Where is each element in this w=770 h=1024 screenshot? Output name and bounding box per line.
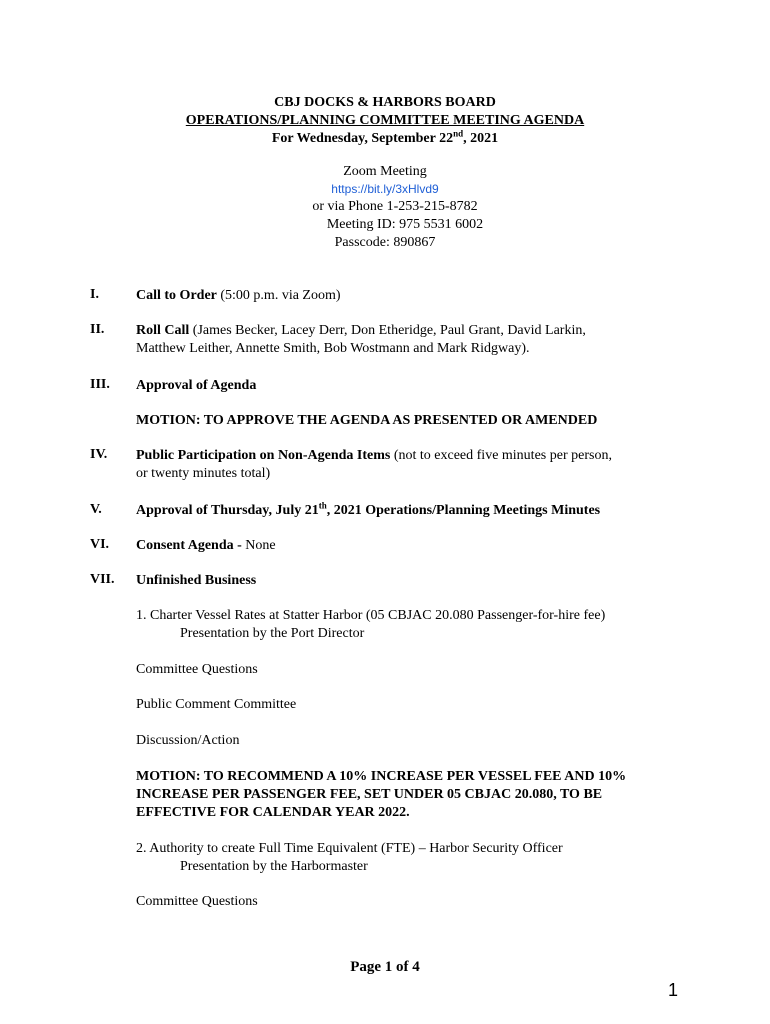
item-iii-number: III.	[90, 377, 110, 392]
zoom-label: Zoom Meeting	[343, 164, 427, 179]
item-ii-number: II.	[90, 322, 105, 337]
subitem-1-public-comment: Public Comment Committee	[136, 697, 297, 712]
item-v-title-post: , 2021 Operations/Planning Meetings Minutes	[326, 503, 601, 518]
item-i-number: I.	[90, 287, 99, 302]
item-vii-number: VII.	[90, 572, 115, 587]
item-iv-number: IV.	[90, 447, 108, 462]
subitem-2-line2: Presentation by the Harbormaster	[180, 859, 368, 874]
subitem-2-line1: 2. Authority to create Full Time Equivalent (FTE) – Harbor Security Officer	[136, 841, 563, 856]
subitem-1-line1: 1. Charter Vessel Rates at Statter Harbor (05 CBJAC 20.080 Passenger-for-hire fee)	[136, 608, 606, 623]
meeting-id: Meeting ID: 975 5531 6002	[326, 217, 484, 232]
board-title: CBJ DOCKS & HARBORS BOARD	[274, 95, 496, 110]
item-ii-detail-2: Matthew Leither, Annette Smith, Bob Wostmann and Mark Ridgway).	[136, 341, 530, 356]
passcode: Passcode: 890867	[334, 235, 436, 250]
item-ii	[136, 322, 586, 340]
item-v-title-pre: Approval of Thursday, July 21	[136, 503, 319, 518]
subitem-1-motion-line3: EFFECTIVE FOR CALENDAR YEAR 2022.	[136, 805, 410, 820]
page-number: 1	[668, 980, 679, 1000]
item-vii-title: Unfinished Business	[136, 573, 257, 588]
item-v-number: V.	[90, 502, 102, 517]
item-v-title-sup: th	[318, 500, 327, 511]
item-ii-detail: (James Becker, Lacey Derr, Don Etheridge, Paul Grant, David Larkin,	[189, 323, 586, 338]
subitem-1-questions: Committee Questions	[136, 662, 258, 677]
zoom-link[interactable]: https://bit.ly/3xHlvd9	[331, 182, 439, 196]
item-vi-number: VI.	[90, 537, 110, 552]
item-vi-detail: None	[245, 538, 276, 553]
meeting-date-sup: nd	[453, 128, 464, 139]
item-iv-detail-2: or twenty minutes total)	[136, 466, 271, 481]
agenda-title	[0, 112, 770, 130]
phone-line: or via Phone 1-253-215-8782	[312, 199, 478, 214]
subitem-1-discussion: Discussion/Action	[136, 733, 240, 748]
meeting-date	[0, 130, 770, 148]
item-iii-motion: MOTION: TO APPROVE THE AGENDA AS PRESENTED OR AMENDED	[136, 413, 598, 428]
item-i-title: Call to Order	[136, 288, 217, 303]
meeting-date-pre: For Wednesday, September 22	[271, 131, 454, 146]
page-label: Page 1 of 4	[350, 959, 420, 975]
subitem-1-motion-line2: INCREASE PER PASSENGER FEE, SET UNDER 05 CBJAC 20.080, TO BE	[136, 787, 603, 802]
agenda-title-text: OPERATIONS/PLANNING COMMITTEE MEETING AGENDA	[185, 113, 585, 128]
item-iv	[136, 447, 612, 465]
subitem-1-motion-line1: MOTION: TO RECOMMEND A 10% INCREASE PER VESSEL FEE AND 10%	[136, 769, 627, 784]
item-i	[136, 287, 341, 305]
item-v	[136, 502, 600, 520]
subitem-1-line2: Presentation by the Port Director	[180, 626, 365, 641]
item-vi	[136, 537, 276, 555]
item-vi-title: Consent Agenda -	[136, 538, 246, 553]
meeting-date-post: , 2021	[463, 131, 499, 146]
item-iii-title: Approval of Agenda	[136, 378, 257, 393]
item-iv-title: Public Participation on Non-Agenda Items	[136, 448, 391, 463]
item-i-detail: (5:00 p.m. via Zoom)	[216, 288, 341, 303]
item-ii-title: Roll Call	[136, 323, 190, 338]
item-iv-detail: (not to exceed five minutes per person,	[390, 448, 612, 463]
subitem-2-questions: Committee Questions	[136, 894, 258, 909]
